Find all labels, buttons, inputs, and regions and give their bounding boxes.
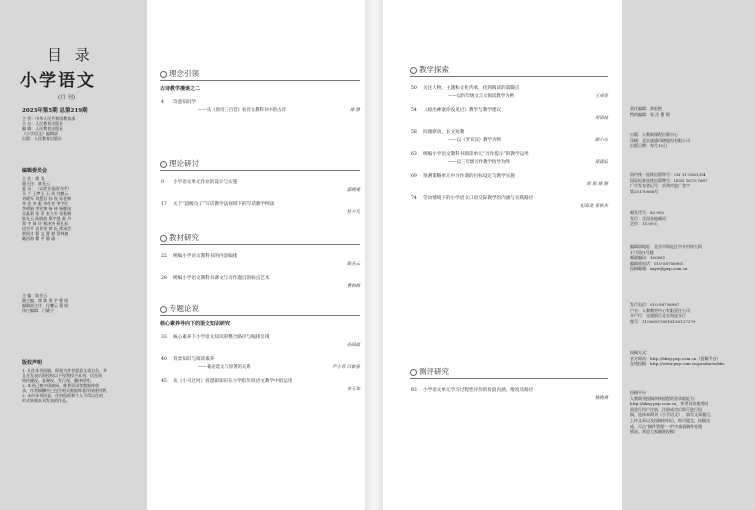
page-number: 83: [411, 388, 417, 393]
text-line: 2. 本刊已被中国知网、维普资讯等数据库收: [22, 383, 100, 388]
entry-title: 《稳出神童你没见过》教学与教学建议: [423, 108, 502, 113]
committee-title: 编辑委员会: [22, 168, 48, 174]
toc-title: 目 录: [47, 46, 94, 64]
entry-subtitle: ——以《罗宾汉》教学为例: [448, 138, 501, 143]
page-number: 33: [161, 335, 167, 340]
section-rule: [160, 315, 360, 316]
entry-subtitle: ——以三年级习作教学指导为例: [448, 160, 510, 165]
entry-subtitle: ——从《唐诗三百首》看诗文教科书中的古诗: [198, 108, 286, 113]
text-line: 刘晓军 刘慧君 孙 锐 孙老梅: [22, 196, 72, 201]
submission-web: 投稿方式： 官方网站：http://bkrg.pep.com.cn（投稿平台） 在线投稿：http://www.pep.com.cn/products/bks: [630, 350, 725, 367]
circle-bullet-icon: [160, 235, 167, 242]
page-number: 40: [161, 357, 167, 362]
text-line: 且在发表后即授权以下权利授予本刊：信息网: [22, 373, 102, 378]
toc-entry: [161, 99, 196, 105]
entry-author: 杜少凡: [346, 210, 360, 215]
circle-bullet-icon: [160, 71, 167, 78]
copyright-title: 版权声明: [22, 360, 43, 366]
text-line: 郑 宇 周 玲 林泽杰 柯孔标: [22, 221, 69, 226]
circle-bullet-icon: [160, 306, 167, 313]
entry-title: 小学语文单元作业的设计与实施: [173, 180, 238, 185]
toc-entry: [161, 179, 237, 185]
text-line: 黄国才 曹 文 曹 斌 蔡林森: [22, 231, 69, 236]
page-number: 9: [161, 180, 164, 185]
page-gutter: [365, 0, 383, 510]
page-number: 69: [411, 174, 417, 179]
toc-entry: [411, 387, 533, 393]
entry-title: 问题驱动，长文短教: [423, 130, 465, 135]
entry-author: 孙国福: [346, 343, 360, 348]
entry-author: 郭晓斐: [346, 188, 360, 193]
entry-author: 严小青 吕新春: [332, 365, 360, 370]
entry-title: 统编小学语文教科书阅读单元“习作提示”的教学运用: [423, 152, 529, 157]
section-heading: [160, 303, 199, 314]
text-line: 3. 未经本刊同意，任何组织和个人不得以任何: [22, 393, 104, 398]
copyright-text: [22, 368, 110, 403]
toc-entry: [411, 195, 533, 201]
section-title: 专题论说: [169, 304, 199, 313]
page-number: 74: [411, 196, 417, 201]
entry-title: 统编小学语文教科书课文与习作题目的标点艺术: [173, 276, 270, 281]
circle-bullet-icon: [410, 67, 417, 74]
section-heading: [410, 366, 449, 377]
toc-entry: [411, 151, 529, 157]
entry-author: 王成亮: [594, 94, 608, 99]
text-line: 委 员：（以姓氏笔画为序）: [22, 186, 72, 191]
section-heading: [160, 158, 199, 169]
toc-entry: [411, 173, 515, 179]
toc-entry: [411, 85, 519, 91]
issue-number: 2023年第5期 总第219期: [22, 108, 88, 114]
page-number: 17: [161, 202, 167, 207]
entry-title: 诗意知识学: [173, 100, 196, 105]
text-line: 编辑部主任：付鹏云 曹 昭: [22, 303, 69, 308]
text-line: 主 编：陈先云: [22, 293, 48, 298]
post-info: 邮发代号：82-992 发行：全国各地邮局 定价：15.00元: [630, 210, 666, 227]
text-line: 络传播权、复制权、发行权、翻译权等。: [22, 378, 94, 383]
page-number: 50: [411, 86, 417, 91]
page-number: 4: [161, 100, 164, 105]
text-line: 李 竞 李 彪 李作芳 李宇红: [22, 201, 69, 206]
text-line: 主 管：中华人民共和国教育部: [22, 116, 76, 121]
entry-author: 宋玉华: [346, 387, 360, 392]
distribution-info: 发行电话：010-58758987 户名：人教教材中心有限责任公司 开户行：交通银行北京海淀支行 账号：110060576018150127279: [630, 302, 696, 324]
text-line: 李明娟 李宏锦 杨 林 杨继国: [22, 206, 72, 211]
page-number: 63: [411, 152, 417, 157]
text-line: 出版：人民教育出版社: [22, 136, 62, 141]
toc-entry: [161, 334, 269, 340]
text-line: 戴昌海 瞿 平 静 瑜: [22, 236, 56, 241]
entry-title: 劳动情境下的小学语文口语交际教学的内涵与实践路径: [423, 196, 534, 201]
section-title: 理念引领: [169, 69, 199, 78]
subsection-title: 核心素养导向下的语文知识研究: [160, 321, 231, 327]
page-number: 45: [161, 379, 167, 384]
text-line: 段宗平 袁亚荣 徐 耘 徐承芸: [22, 226, 72, 231]
entry-author: 刘 珉 徐 颖: [586, 182, 608, 187]
text-line: 《小学语文》编辑部: [22, 131, 58, 136]
editor-staff: 责任编辑：余宏艳 特约编辑：张 注 曹 锲: [630, 106, 670, 117]
entry-title: 预测策略单元中习作课的目标设定与教学实施: [423, 174, 515, 179]
entry-title: 关于“超级句子”写话教学法视域下的写话教学例谈: [173, 202, 275, 207]
entry-title: 核心素养下小学语文知识的整合路径与编排呈现: [173, 335, 270, 340]
entry-title: 从《小马过河》看逻辑知识在小学低年段语文教学中的运用: [173, 379, 293, 384]
toc-entry: [161, 378, 292, 384]
section-heading: [160, 68, 199, 79]
section-rule: [160, 170, 360, 171]
entry-author: 徐 静: [349, 108, 360, 113]
page-number: 29: [161, 276, 167, 281]
entry-author: 郑建弘: [594, 160, 608, 165]
text-line: 副主编：徐 轶 郑 宇 曹 昭: [22, 298, 69, 303]
section-title: 教材研究: [169, 233, 199, 242]
publisher-info: [22, 116, 75, 141]
submission-platform: 投稿平台 人教期刊投稿审核流程的登录地址为： http://bkrg.pep.com.cn，作者首次使用时 需进行用户注册，注册成功后即可进行投 稿。选择本期刊《小学语文》，填写文章题目， 上传文章以及投稿材料后，即可提交，投稿完 成。可点“稿件管理”一栏中查看稿件处理 情况。欢迎大家踊跃投稿！: [630, 390, 714, 435]
section-rule: [160, 80, 360, 81]
section-title: 测评研究: [419, 367, 449, 376]
frequency: (月 刊): [58, 95, 76, 101]
entry-title: 小学语文单元学习过程性评价的价值内涵、维度及路径: [423, 388, 534, 393]
section-heading: [160, 232, 199, 243]
committee-list: [22, 176, 71, 241]
text-line: 形式转载本刊发表的作品。: [22, 398, 70, 403]
toc-entry: [161, 275, 269, 281]
text-line: 编 辑：人民教育出版社: [22, 126, 64, 131]
circle-bullet-icon: [160, 161, 167, 168]
chief-editors: [22, 293, 69, 313]
entry-subtitle: ——兼论选文与原著的关系: [198, 365, 251, 370]
entry-author: 周语枝: [594, 116, 608, 121]
toc-entry: [411, 107, 501, 113]
page-number: 22: [161, 254, 167, 259]
entry-author: 姚晓燕: [594, 396, 608, 401]
toc-entry: [161, 356, 214, 362]
entry-author: 纪海龙 张秋木: [580, 204, 608, 209]
section-title: 理论研讨: [169, 159, 199, 168]
circle-bullet-icon: [410, 369, 417, 376]
text-line: 1. 凡往本刊投稿，即视为作者愿意文责自负，并: [22, 368, 108, 373]
serial-codes: 国内统一连续出版物号：CN 11-5561/G4 国际标准连续出版物号：ISSN 1673-7687 广告发布登记号：京海市监广登字 第20170066号: [630, 172, 708, 194]
entry-title: 关注人物、主题和文化传承，找到阅读的落脚点: [423, 86, 520, 91]
magazine-name: 小学语文: [20, 71, 96, 91]
entry-subtitle: ——以四年级文言文阅读教学为例: [448, 94, 514, 99]
section-rule: [410, 76, 608, 77]
text-line: 主 办：人民教育出版社: [22, 121, 64, 126]
text-line: 副主任：陈先云: [22, 181, 50, 186]
address-info: 编辑部地址：北京市海淀区中关村南大街 17号院1号楼 邮政编码：100081 编辑部电话：010-58758961 投稿邮箱：xxyw@pep.com.cn: [630, 244, 702, 272]
page-number: 54: [411, 108, 417, 113]
section-heading: [410, 64, 449, 75]
text-line: 吴晶莉 张 菲 张立军 张秋梅: [22, 211, 72, 216]
subsection-title: 古诗教学漫谈之二: [160, 86, 201, 92]
section-rule: [410, 378, 608, 379]
toc-entry: [161, 253, 237, 259]
toc-entry: [161, 201, 274, 207]
text-line: 录，作者稿酬中已包含相关数据库著作权使用费。: [22, 388, 110, 393]
text-line: 主 任：郭 戈: [22, 176, 45, 181]
entry-author: 曹如梅: [346, 284, 360, 289]
entry-author: 陈先云: [346, 262, 360, 267]
entry-title: 统编小学语文教科书的内容编排: [173, 254, 238, 259]
text-line: 马 兰 王梦玉 石 英 付鹏云: [22, 191, 69, 196]
entry-title: 背景知识与阅读素养: [173, 357, 215, 362]
text-line: 陈先云 陈晓波 郑宇莲 郝 丹: [22, 216, 72, 221]
text-line: 执行编辑：门晓宁: [22, 308, 54, 313]
section-rule: [160, 244, 360, 245]
section-title: 教学探索: [419, 65, 449, 74]
toc-entry: [411, 129, 464, 135]
page-number: 58: [411, 130, 417, 135]
entry-author: 郝小乐: [594, 138, 608, 143]
publish-info: 出版：人教新课程出版中心 印刷：北京盛通印刷股份有限公司 出版日期：每月10日: [630, 132, 690, 149]
